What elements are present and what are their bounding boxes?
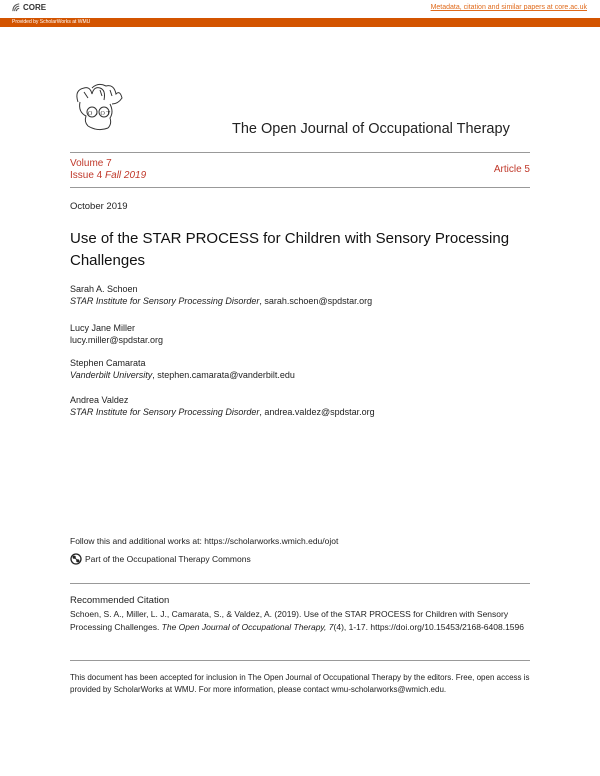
core-logo[interactable] [12, 3, 46, 12]
core-logo-icon [12, 3, 21, 12]
author-affiliation: STAR Institute for Sensory Processing Disorder [70, 296, 260, 306]
publication-date: October 2019 [70, 201, 128, 212]
citation-heading: Recommended Citation [70, 595, 170, 606]
issue-number: Issue 4 [70, 170, 106, 181]
article-number[interactable]: Article 5 [493, 164, 530, 175]
citation-body [70, 608, 530, 634]
part-of-prefix: Part of the [85, 554, 127, 564]
author-4 [70, 394, 375, 418]
commons-network-icon [70, 553, 82, 565]
core-metadata-link[interactable]: Metadata, citation and similar papers at core.ac.uk [430, 4, 587, 11]
notice-end: . [443, 684, 447, 694]
core-logo-text: CORE [23, 3, 47, 12]
divider-top [70, 152, 530, 153]
svg-text:T: T [106, 111, 111, 117]
journal-seal-icon [70, 82, 126, 134]
follow-line [70, 536, 338, 546]
follow-text: Follow this and additional works at: [70, 536, 205, 546]
author-email: lucy.miller@spdstar.org [70, 335, 163, 345]
core-topbar [0, 0, 600, 18]
author-name: Sarah A. Schoen [70, 284, 138, 294]
part-of-line [70, 553, 251, 565]
issue-link[interactable] [70, 170, 146, 182]
citation-text: Schoen, S. A., Miller, L. J., Camarata, S., & Valdez, A. (2019). Use of the STAR PROCESS for Children with Sensory Processing Challenges. [70, 609, 509, 632]
author-email: , stephen.camarata@vanderbilt.edu [152, 370, 295, 380]
issue-season: Fall 2019 [105, 170, 147, 181]
divider-citation [70, 583, 530, 584]
provided-by-text[interactable]: Provided by ScholarWorks at WMU [12, 19, 91, 25]
author-1 [70, 283, 372, 307]
author-name: Lucy Jane Miller [70, 323, 136, 333]
author-affiliation: Vanderbilt University [70, 370, 153, 380]
divider-issue [70, 187, 530, 188]
volume-link[interactable]: Volume 7 [70, 158, 112, 169]
citation-pages: (4), 1-17. [333, 622, 371, 632]
provided-by-bar [0, 18, 600, 27]
author-3 [70, 357, 295, 381]
svg-text:O: O [100, 111, 105, 117]
author-affiliation: STAR Institute for Sensory Processing Disorder [70, 407, 260, 417]
citation-journal: The Open Journal of Occupational Therapy, 7 [161, 622, 334, 632]
divider-notice [70, 660, 530, 661]
issue-info [70, 158, 146, 182]
svg-text:J: J [95, 111, 98, 117]
author-2 [70, 322, 163, 346]
contact-email-link[interactable]: wmu-scholarworks@wmich.edu [331, 684, 444, 694]
access-notice [70, 672, 530, 695]
author-email: , sarah.schoen@spdstar.org [259, 296, 373, 306]
author-name: Stephen Camarata [70, 358, 146, 368]
author-name: Andrea Valdez [70, 395, 129, 405]
follow-link[interactable]: https://scholarworks.wmich.edu/ojot [204, 536, 339, 546]
commons-link[interactable]: Occupational Therapy Commons [126, 554, 251, 564]
journal-title[interactable]: The Open Journal of Occupational Therapy [232, 121, 510, 137]
author-email: , andrea.valdez@spdstar.org [259, 407, 375, 417]
paper-title[interactable]: Use of the STAR PROCESS for Children with Sensory Processing Challenges [70, 230, 510, 269]
notice-text: This document has been accepted for inclusion in The Open Journal of Occupational Therapy by the editors. Free, open access is provided by ScholarWorks at WMU. For more information, please contact [70, 673, 530, 694]
citation-doi-link[interactable]: https://doi.org/10.15453/2168-6408.1596 [370, 622, 524, 632]
svg-text:O: O [88, 111, 93, 117]
